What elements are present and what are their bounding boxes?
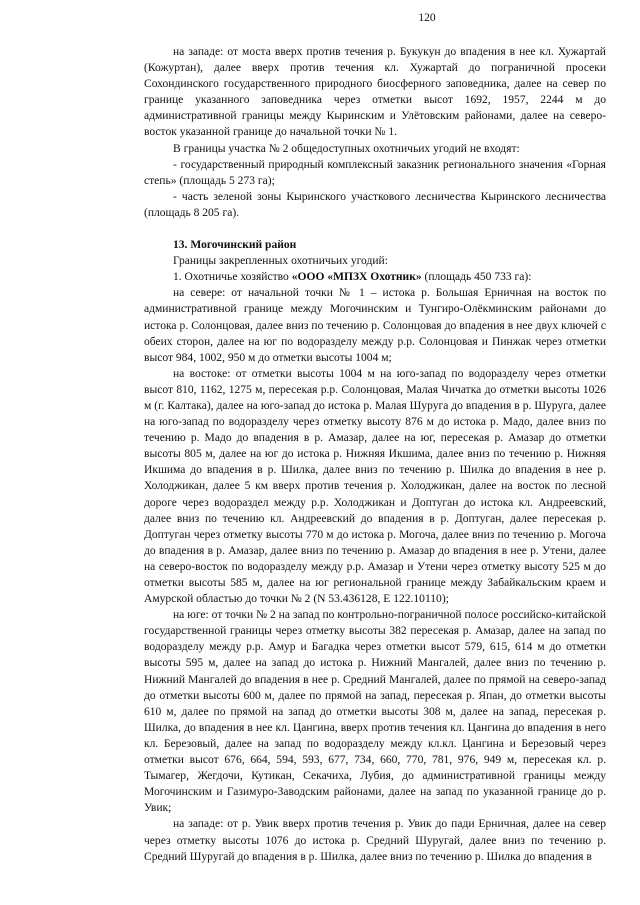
page-number: 120 <box>418 12 436 24</box>
hunting-ground-title <box>144 269 606 285</box>
paragraph: на западе: от р. Увик вверх против течения р. Увик до пади Ерничная, далее на север через отметку высоты 1076 до истока р. Средний Шуругай, далее вниз по течению р. Средний Шуругай до впадения в р. Шилка, далее вниз по течению р. Шилка до впадения в <box>144 818 606 863</box>
paragraph: В границы участка № 2 общедоступных охотничьих угодий не входят: <box>173 142 520 155</box>
paragraph: на юге: от точки № 2 на запад по контрольно-пограничной полосе российско-китайской государственной границы через отметку высоты 382 пересекая р. Амазар, далее на запад по водоразделу между р.р. Амур и Багадка через отметки высот 579, 615, 614 м до отметки высоты 595 м, далее на запад до истока р. Нижний Мангалей, далее вниз по течению р. Нижний Мангалей до впадения в нее р. Средний Мангалей, далее по прямой на северо-запад до отметки высоты 600 м, далее по прямой на запад, пересекая р. Япан, до отметки высоты 610 м, далее по прямой на запад до отметки высоты 308 м, далее на запад, пересекая р. Шилка, до впадения в нее кл. Цангина, вверх против течения кл. Цангина до впадения в него кл. Березовый, далее на запад по водоразделу между кл.кл. Цангина и Березовый через отметки высот 676, 664, 594, 593, 677, 734, 660, 770, 781, 976, 949 м, пересекая кл. р. Тымагер, Жегдочи, Кутикан, Секачиха, Лубия, до административной границы между Могочинским и Газимуро-Заводским районами, далее на запад по указанной границе до р. Увик; <box>144 609 606 815</box>
paragraph: на севере: от начальной точки № 1 – истока р. Большая Ерничная на восток по административной границе между Могочинским и Тунгиро-Олёкминским районами до истока р. Солонцовая, далее вниз по течению р. Солонцовая до впадения в нее двух ключей с обеих сторон, далее на юг по водоразделу между р.р. Солонцовая и Пинжак через отметки высот 984, 1002, 950 м до отметки высоты 1004 м; <box>144 287 606 364</box>
paragraph: Границы закрепленных охотничьих угодий: <box>173 255 388 268</box>
paragraph: на востоке: от отметки высоты 1004 м на юго-запад по водоразделу через отметки высот 810, 1162, 1275 м, пересекая р.р. Солонцовая, Малая Чичатка до отметки высоты 1026 м (г. Калтака), далее на юго-запад до истока р. Малая Шуруга до впадения в р. Шуруга, далее на юго-запад по водоразделу через отметку высоту 876 м до истока р. Мадо, далее вниз по течению р. Мадо до впадения в р. Амазар, далее на юг, пересекая р. Амазар до отметки высоты 805 м, далее на юг до истока р. Нижняя Икшима, далее вниз по течению р. Нижняя Икшима до впадения в р. Шилка, далее вниз по течению р. Шилка до впадения в нее р. Холоджикан, далее 5 км вверх против течения р. Холоджикан, далее на восток по лесной дороге через водораздел между р.р. Холоджикан и Доптуган до истока кл. Андреевский, далее вниз по течению кл. Андреевский до впадения в р. Доптуган, далее пересекая р. Доптуган через отметку высоты 770 м до истока р. Могоча, далее вниз по течению р. Могоча до впадения в р. Амазар, далее вниз по течению р. Амазар до впадения в нее р. Утени, далее на северо-восток по водоразделу между р.р. Амазар и Утени через отметку высоту 525 м до отметки высоты 585 м, далее на юг региональной границе между Забайкальским краем и Амурской областью до точки № 2 (N 53.436128, E 122.10110); <box>144 367 606 606</box>
section-spacer <box>144 221 606 237</box>
section-heading: 13. Могочинский район <box>173 239 297 252</box>
paragraph: на западе: от моста вверх против течения р. Букукун до впадения в нее кл. Хужартай (Кожуртан), далее вверх против течения кл. Хужартай до пограничной просеки Сохондинского государственного природного биосферного заповедника, далее на север по границе указанного заповедника через отметки высот 1692, 1957, 2244 м до административной границы между Кыринским и Улётовским районами, далее на северо-восток указанной границе до начальной точки № 1. <box>144 46 606 139</box>
title-prefix: 1. Охотничье хозяйство <box>173 271 292 284</box>
title-suffix: (площадь 450 733 га): <box>421 271 532 284</box>
paragraph: - государственный природный комплексный заказник регионального значения «Горная степь» (площадь 5 273 га); <box>144 158 606 187</box>
organization-name: «ООО «МПЗХ Охотник» <box>291 271 422 284</box>
document-body <box>144 44 606 865</box>
paragraph: - часть зеленой зоны Кыринского участкового лесничества Кыринского лесничества (площадь 8 205 га). <box>144 190 606 219</box>
